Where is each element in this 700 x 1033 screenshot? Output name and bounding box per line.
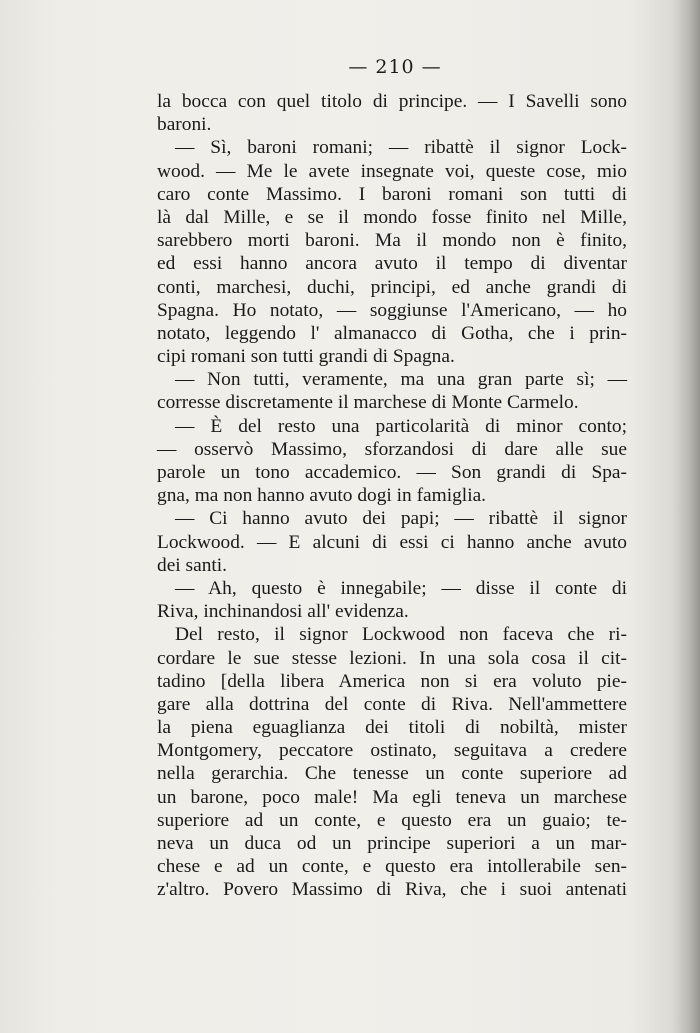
text-line: notato, leggendo l' almanacco di Gotha, che i prin- (157, 322, 627, 344)
text-line: — Sì, baroni romani; — ribattè il signor Lock- (175, 137, 627, 159)
body-text (157, 90, 627, 902)
text-line: Riva, inchinandosi all' evidenza. (157, 601, 409, 623)
text-line: un barone, poco male! Ma egli teneva un marchese (157, 786, 627, 808)
text-line: ed essi hanno ancora avuto il tempo di diventar (157, 253, 627, 275)
text-line: Lockwood. — E alcuni di essi ci hanno anche avuto (157, 531, 627, 553)
text-line: gare alla dottrina del conte di Riva. Nell'ammettere (157, 693, 627, 715)
text-line: — Ci hanno avuto dei papi; — ribattè il signor (175, 508, 627, 530)
text-line: — È del resto una particolarità di minor conto; (175, 415, 627, 437)
text-line: superiore ad un conte, e questo era un guaio; te- (157, 809, 627, 831)
text-line: dei santi. (157, 554, 228, 576)
text-line: sarebbero morti baroni. Ma il mondo non è finito, (157, 230, 627, 252)
text-line: Montgomery, peccatore ostinato, seguitava a credere (157, 740, 627, 762)
text-line: z'altro. Povero Massimo di Riva, che i suoi antenati (157, 879, 627, 901)
text-line: Spagna. Ho notato, — soggiunse l'Americano, — ho (157, 299, 627, 321)
text-line: — Ah, questo è innegabile; — disse il conte di (175, 577, 627, 599)
text-line: la piena eguaglianza dei titoli di nobiltà, mister (157, 717, 627, 739)
text-line: Del resto, il signor Lockwood non faceva che ri- (175, 624, 627, 646)
text-line: caro conte Massimo. I baroni romani son tutti di (157, 183, 627, 205)
text-line: nella gerarchia. Che tenesse un conte superiore ad (157, 763, 627, 785)
text-line: chese e ad un conte, e questo era intollerabile sen- (157, 856, 627, 878)
text-line: cordare le sue stesse lezioni. In una sola cosa il cit- (157, 647, 627, 669)
text-line: — osservò Massimo, sforzandosi di dare alle sue (157, 438, 627, 460)
text-line: parole un tono accademico. — Son grandi di Spa- (157, 462, 627, 483)
text-line: cipi romani son tutti grandi di Spagna. (157, 346, 455, 368)
page-edge-shadow (672, 0, 700, 1033)
text-line: là dal Mille, e se il mondo fosse finito nel Mille, (157, 206, 627, 228)
text-line: conti, marchesi, duchi, principi, ed anche grandi di (157, 276, 627, 298)
text-line: la bocca con quel titolo di principe. — I Savelli sono (157, 91, 627, 112)
text-line: gna, ma non hanno avuto dogi in famiglia. (157, 485, 487, 507)
text-line: baroni. (157, 114, 212, 136)
page-number: — 210 — (348, 56, 442, 78)
text-line: wood. — Me le avete insegnate voi, queste cose, mio (157, 160, 627, 182)
text-line: corresse discretamente il marchese di Monte Carmelo. (157, 392, 579, 414)
text-line: — Non tutti, veramente, ma una gran parte sì; — (175, 369, 627, 391)
text-line: tadino [della libera America non si era voluto pie- (157, 670, 627, 692)
text-line: neva un duca od un principe superiori a un mar- (157, 833, 627, 854)
